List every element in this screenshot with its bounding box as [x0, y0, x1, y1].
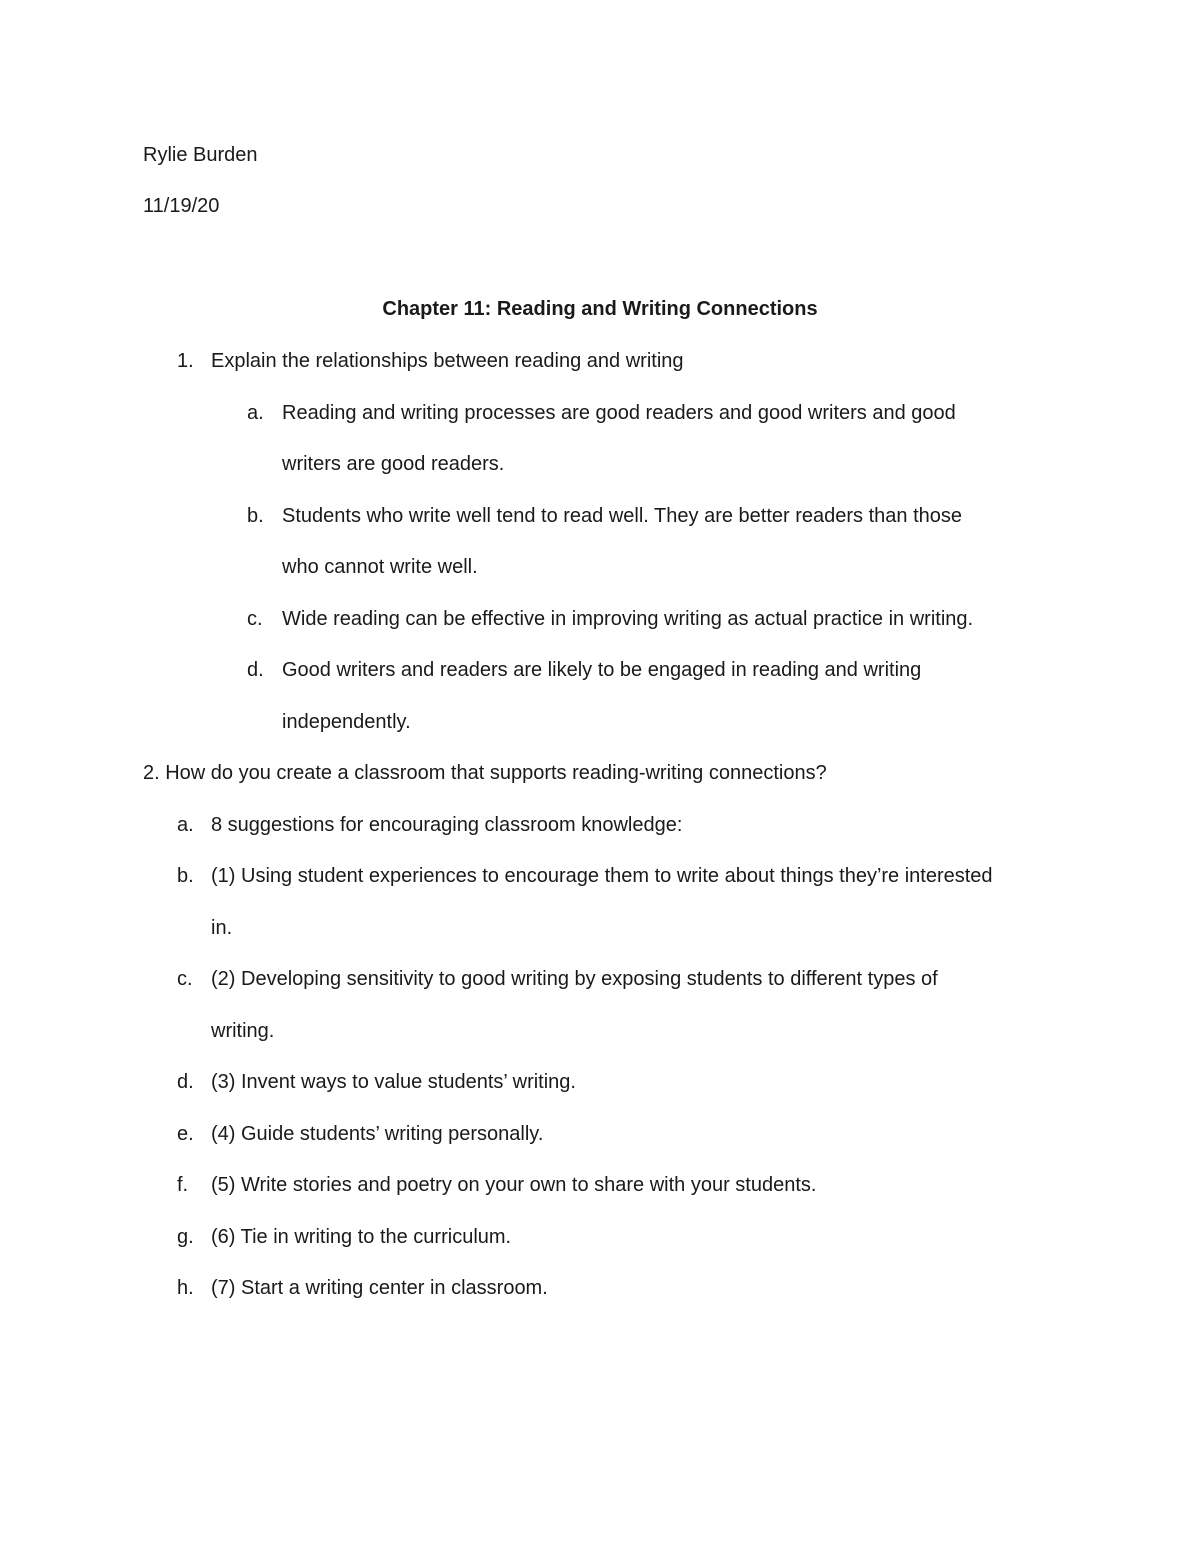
q2-item-f-line1: (5) Write stories and poetry on your own to share with your students.	[211, 1174, 817, 1196]
q2-item-h-line1: (7) Start a writing center in classroom.	[211, 1277, 548, 1299]
q1-item-c-marker: c.	[247, 608, 263, 630]
q2-item-g-marker: g.	[177, 1226, 194, 1248]
q1-text: Explain the relationships between reading and writing	[211, 350, 684, 372]
q2-item-d-line1: (3) Invent ways to value students’ writing.	[211, 1071, 576, 1093]
q2-item-a-marker: a.	[177, 814, 194, 836]
q2-item-h-marker: h.	[177, 1277, 194, 1299]
q1-item-d-marker: d.	[247, 659, 264, 681]
q1-item-b-line1: Students who write well tend to read well. They are better readers than those	[282, 505, 963, 527]
q2-item-b-line2: in.	[211, 917, 233, 939]
q1-item-c-line1: Wide reading can be effective in improving writing as actual practice in writing.	[282, 608, 974, 630]
q1-item-b-marker: b.	[247, 505, 264, 527]
author-name: Rylie Burden	[143, 144, 258, 166]
q1-item-a-line2: writers are good readers.	[282, 453, 505, 475]
q2-item-c-marker: c.	[177, 968, 193, 990]
q1-number: 1.	[177, 350, 194, 372]
document-title: Chapter 11: Reading and Writing Connections	[382, 298, 818, 320]
q2-item-b-line1: (1) Using student experiences to encourage them to write about things they’re interested	[211, 865, 993, 887]
q2-item-e-line1: (4) Guide students’ writing personally.	[211, 1123, 544, 1145]
q2-item-f-marker: f.	[177, 1174, 189, 1196]
q2-item-g-line1: (6) Tie in writing to the curriculum.	[211, 1226, 512, 1248]
q2-item-e-marker: e.	[177, 1123, 194, 1145]
q2-item-c-line1: (2) Developing sensitivity to good writing by exposing students to different types of	[211, 968, 938, 990]
q1-item-d-line1: Good writers and readers are likely to be engaged in reading and writing	[282, 659, 922, 681]
q1-item-b-line2: who cannot write well.	[282, 556, 478, 578]
q2-item-a-line1: 8 suggestions for encouraging classroom knowledge:	[211, 814, 683, 836]
q2-item-c-line2: writing.	[211, 1020, 275, 1042]
q2-item-d-marker: d.	[177, 1071, 194, 1093]
date-line: 11/19/20	[143, 195, 220, 217]
q2-text: 2. How do you create a classroom that supports reading-writing connections?	[143, 762, 827, 784]
q1-item-a-marker: a.	[247, 402, 264, 424]
q1-item-d-line2: independently.	[282, 711, 411, 733]
q2-item-b-marker: b.	[177, 865, 194, 887]
q1-item-a-line1: Reading and writing processes are good readers and good writers and good	[282, 402, 956, 424]
